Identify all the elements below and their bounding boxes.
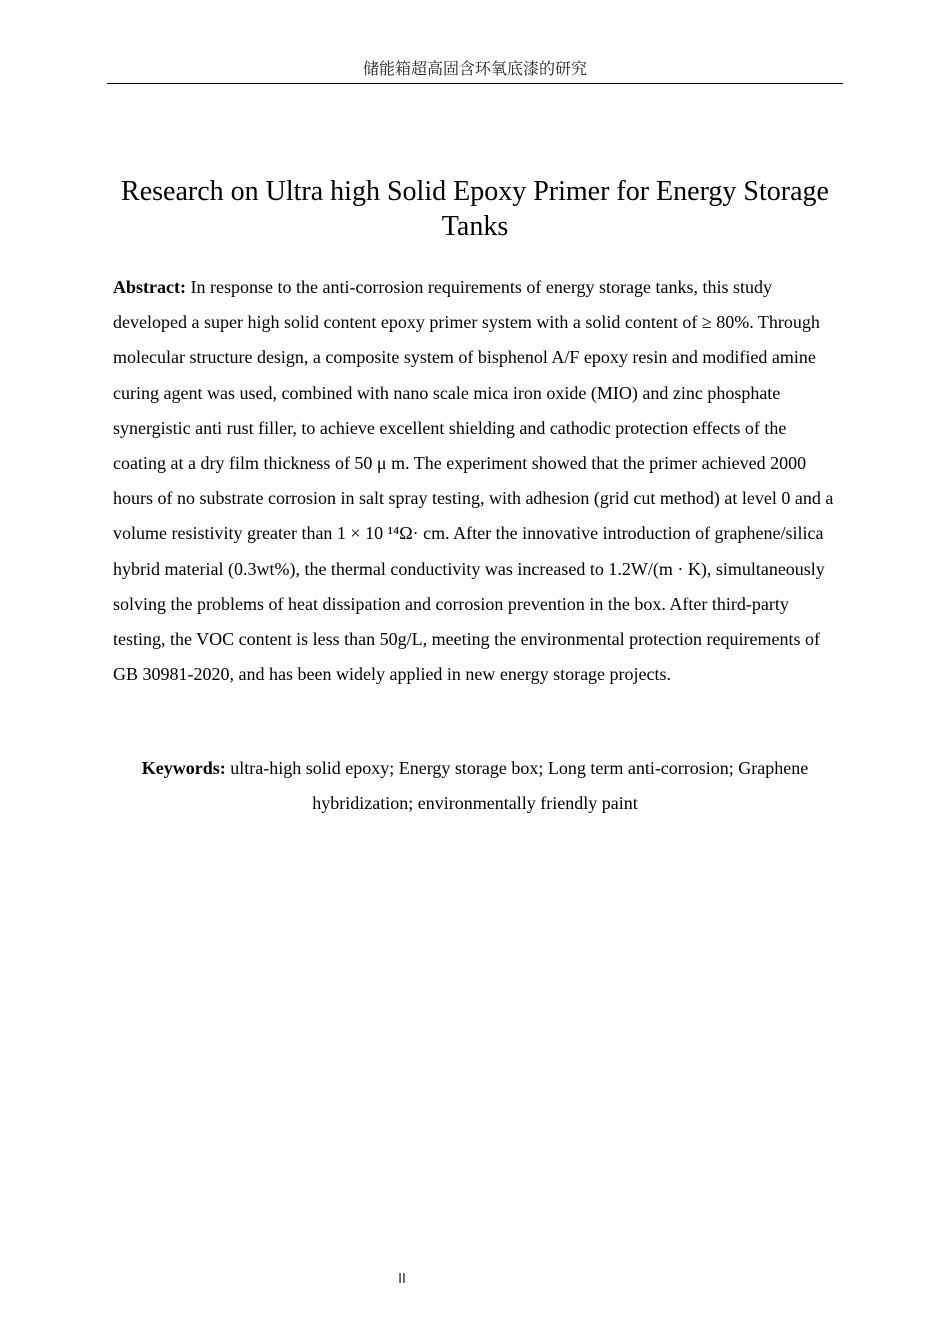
header-rule bbox=[107, 83, 843, 84]
keywords-text: ultra-high solid epoxy; Energy storage box; Long term anti-corrosion; Graphene hybridization; environmentally friendly paint bbox=[230, 758, 809, 813]
abstract-label: Abstract: bbox=[113, 277, 186, 297]
running-header: 储能箱超高固含环氧底漆的研究 bbox=[362, 59, 587, 78]
page-number: II bbox=[398, 1272, 406, 1287]
keywords-label: Keywords: bbox=[141, 758, 226, 778]
keywords-paragraph bbox=[113, 751, 837, 821]
abstract-text: In response to the anti-corrosion requirements of energy storage tanks, this study developed a super high solid content epoxy primer system with a solid content of ≥ 80%. Through molecular structure design, a composite system of bisphenol A/F epoxy resin and modified amine curing agent was used, combined with nano scale mica iron oxide (MIO) and zinc phosphate synergistic anti rust filler, to achieve excellent shielding and cathodic protection effects of the coating at a dry film thickness of 50 μ m. The experiment showed that the primer achieved 2000 hours of no substrate corrosion in salt spray testing, with adhesion (grid cut method) at level 0 and a volume resistivity greater than 1 × 10 ¹⁴Ω· cm. After the innovative introduction of graphene/silica hybrid material (0.3wt%), the thermal conductivity was increased to 1.2W/(m · K), simultaneously solving the problems of heat dissipation and corrosion prevention in the box. After third-party testing, the VOC content is less than 50g/L, meeting the environmental protection requirements of GB 30981-2020, and has been widely applied in new energy storage projects. bbox=[113, 277, 834, 685]
abstract-paragraph bbox=[113, 270, 837, 692]
paper-title: Research on Ultra high Solid Epoxy Primer for Energy Storage Tanks bbox=[121, 176, 829, 242]
